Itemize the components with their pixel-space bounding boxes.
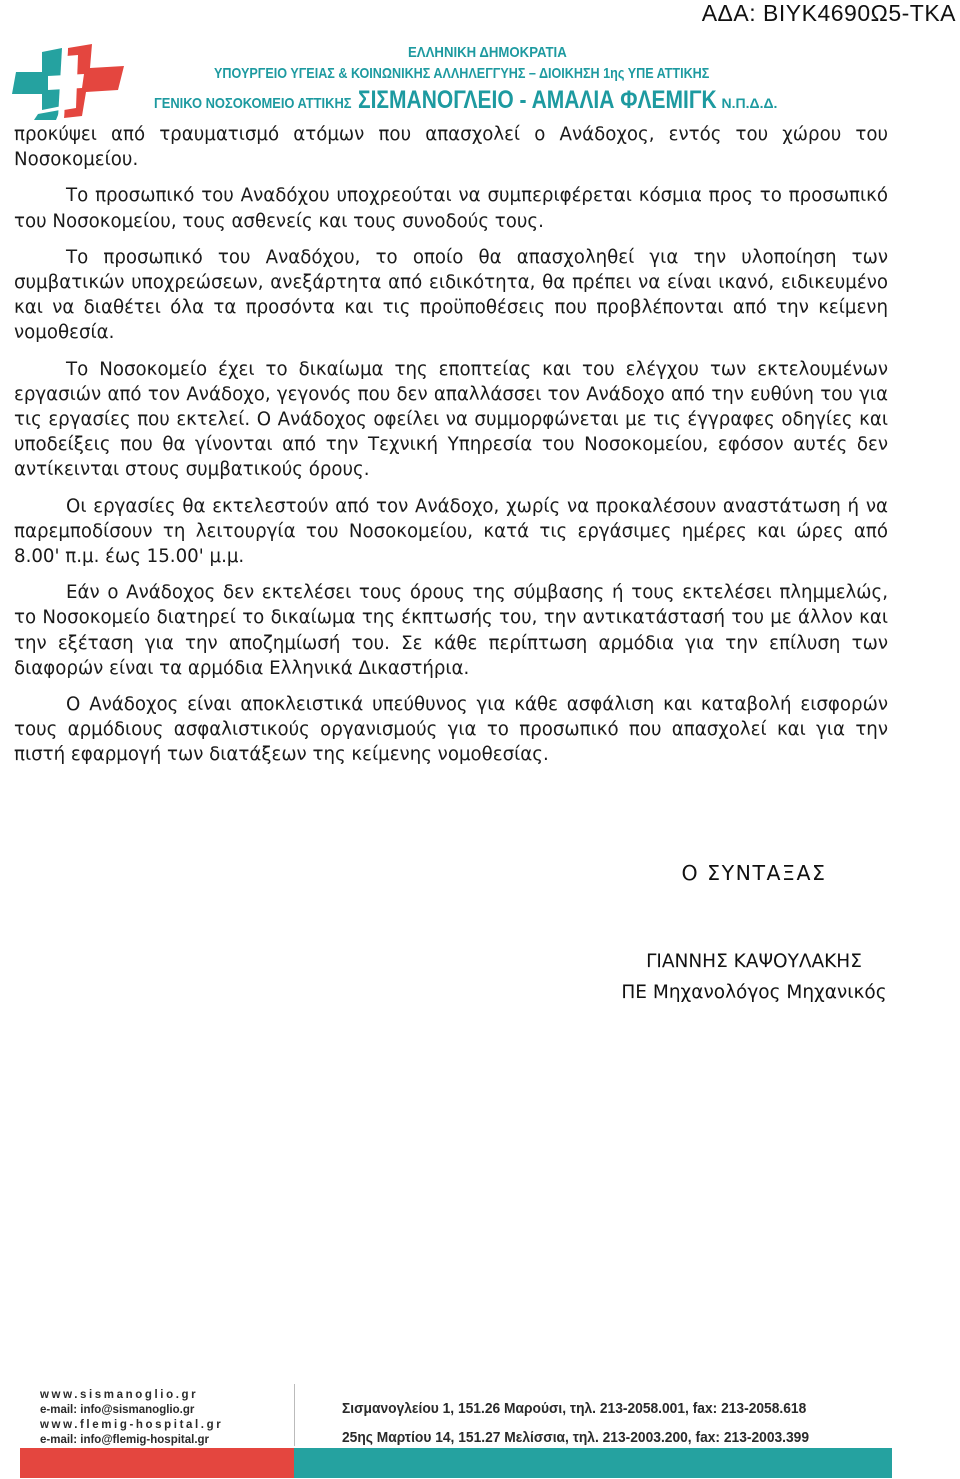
letterhead-ministry: ΥΠΟΥΡΓΕΙΟ ΥΓΕΙΑΣ & ΚΟΙΝΩΝΙΚΗΣ ΑΛΛΗΛΕΓΓΥΗΣ – ΔΙΟΙΚΗΣΗ 1ης ΥΠΕ ΑΤΤΙΚΗΣ <box>214 65 710 82</box>
letterhead-hospital-suffix: Ν.Π.Δ.Δ. <box>721 95 778 111</box>
footer-bar-teal <box>294 1448 892 1478</box>
footer-email-1: e-mail: info@sismanoglio.gr <box>40 1404 195 1416</box>
footer-address-1: Σισμανογλείου 1, 151.26 Μαρούσι, τηλ. 213-2058.001, fax: 213-2058.618 <box>342 1400 807 1417</box>
ada-code: ΑΔΑ: ΒΙΥΚ4690Ω5-ΤΚΑ <box>701 0 956 26</box>
paragraph: Ο Ανάδοχος είναι αποκλειστικά υπεύθυνος για κάθε ασφάλιση και καταβολή εισφορών τους αρμόδιους ασφαλιστικούς οργανισμούς για το προσωπικό που απασχολεί και για την πιστή εφαρμογή των διατάξεων της κείμενης νομοθεσίας. <box>14 694 888 766</box>
letterhead-country: ΕΛΛΗΝΙΚΗ ΔΗΜΟΚΡΑΤΙΑ <box>408 44 567 61</box>
footer-divider <box>294 1384 295 1446</box>
paragraph: Το προσωπικό του Αναδόχου, το οποίο θα απασχοληθεί για την υλοποίηση των συμβατικών υποχρεώσεων, ανεξάρτητα από ειδικότητα, θα πρέπει να είναι ικανό, ειδικευμένο και να διαθέτει όλα τα προσόντα και τις προϋποθέσεις που προβλέπονται από την κείμενη νομοθεσία. <box>14 246 888 344</box>
signature-role: ΠΕ Μηχανολόγος Μηχανικός <box>621 982 887 1003</box>
signature-name: ΓΙΑΝΝΗΣ ΚΑΨΟΥΛΑΚΗΣ <box>646 951 862 972</box>
footer-email-2: e-mail: info@flemig-hospital.gr <box>40 1434 210 1446</box>
letterhead <box>8 40 948 120</box>
footer-website-2: www.flemig-hospital.gr <box>40 1419 224 1431</box>
footer-addresses <box>342 1394 850 1452</box>
signature-title: Ο ΣΥΝΤΑΞΑΣ <box>681 861 827 885</box>
footer-color-bar <box>20 1448 892 1478</box>
footer-address-2: 25ης Μαρτίου 14, 151.27 Μελίσσια, τηλ. 213-2003.200, fax: 213-2003.399 <box>342 1429 810 1446</box>
footer-website-1: www.sismanoglio.gr <box>40 1389 199 1401</box>
footer-bar-red <box>20 1448 294 1478</box>
paragraph: Το προσωπικό του Αναδόχου υποχρεούται να συμπεριφέρεται κόσμια προς το προσωπικό του Νοσοκομείου, τους ασθενείς και τους συνοδούς τους. <box>14 185 888 232</box>
paragraph: Το Νοσοκομείο έχει το δικαίωμα της εποπτείας και του ελέγχου των εκτελουμένων εργασιών από τον Ανάδοχο, γεγονός που δεν απαλλάσσει τον Ανάδοχο από την ευθύνη του για τις εργασίες που εκτελεί. Ο Ανάδοχος οφείλει να συμμορφώνεται με τις έγγραφες οδηγίες και υποδείξεις που θα γίνονται από την Τεχνική Υπηρεσία του Νοσοκομείου, εφόσον αυτές δεν αντίκεινται στους συμβατικούς όρους. <box>14 358 888 481</box>
letterhead-hospital <box>154 86 777 115</box>
hospital-cross-logo-icon <box>8 44 128 120</box>
letterhead-hospital-prefix: ΓΕΝΙΚΟ ΝΟΣΟΚΟΜΕΙΟ ΑΤΤΙΚΗΣ <box>154 95 352 112</box>
paragraph: Εάν ο Ανάδοχος δεν εκτελέσει τους όρους της σύμβασης ή τους εκτελέσει πλημμελώς, το Νοσοκομείο διατηρεί το δικαίωμα της έκπτωσής του, την αντικατάστασή του με άλλον και την εξέταση για την αποζημίωσή του. Σε κάθε περίπτωση αρμόδια για την επίλυση των διαφορών είναι τα αρμόδια Ελληνικά Δικαστήρια. <box>14 582 888 679</box>
paragraph: Οι εργασίες θα εκτελεστούν από τον Ανάδοχο, χωρίς να προκαλέσουν αναστάτωση ή να παρεμποδίσουν τη λειτουργία του Νοσοκομείου, κατά τις εργάσιμες ημέρες και ώρες από 8.00' π.μ. έως 15.00' μ.μ. <box>14 495 888 568</box>
document-body <box>14 122 888 779</box>
letterhead-hospital-name: ΣΙΣΜΑΝΟΓΛΕΙΟ - ΑΜΑΛΙΑ ΦΛΕΜΙΓΚ <box>358 86 717 114</box>
footer <box>20 1384 892 1479</box>
footer-contacts <box>40 1388 223 1448</box>
paragraph: προκύψει από τραυματισμό ατόμων που απασχολεί ο Ανάδοχος, εντός του χώρου του Νοσοκομείου. <box>14 124 888 171</box>
